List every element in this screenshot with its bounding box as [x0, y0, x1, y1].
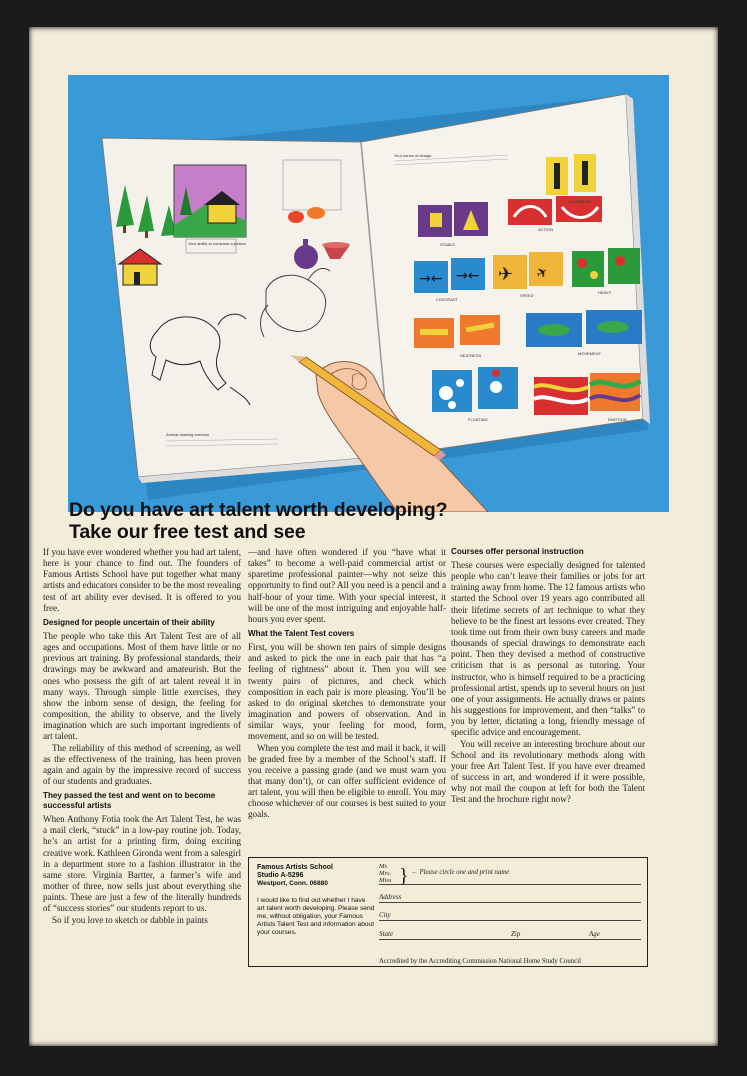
svg-text:✈: ✈: [498, 264, 514, 285]
paragraph: —and have often wondered if you “have what it takes” to become a well-paid commercial artist or sparetime professional painter—why not seize this opportunity to find out? All you need is a pencil and a half-hour of your time. With your special interest, it will be one of the most intriguing and enjoyable half-hours you ever spent.: [248, 547, 446, 624]
svg-text:→←: →←: [419, 271, 443, 287]
subheading-success: They passed the test and went on to become successful artists: [43, 791, 216, 811]
brace-glyph: }: [399, 865, 409, 887]
accreditation-note: Accredited by the Accrediting Commission National Home Study Council: [379, 958, 581, 965]
name-hint: ← Please circle one and print name: [411, 869, 510, 876]
headline: [69, 499, 689, 543]
svg-text:✈: ✈: [533, 263, 552, 284]
pair-label: CONTRAST: [436, 297, 458, 302]
coupon-address-block: [257, 864, 375, 938]
paragraph: You will receive an interesting brochure about our School and its revolutionary methods along with your free Art Talent Test. If you have ever dreamed of success in art, and wondered if it were possible, why not mail the coupon at left for both the Talent Test and the brochure right now?: [451, 738, 645, 805]
headline-line-2: Take our free test and see: [69, 521, 306, 543]
title-mr[interactable]: Mr.: [379, 863, 388, 870]
state-zip-age-row[interactable]: [379, 921, 641, 940]
age-label: Age: [589, 930, 600, 938]
city-label: City: [379, 911, 391, 919]
coupon-form: [379, 862, 641, 965]
paragraph: When Anthony Fotia took the Art Talent Test, he was a mail clerk, “stuck” in a low-pay routine job. Today, he’s an artist for a printing firm, doing exciting creative work. Kathleen Gironda went from a salesgirl in a department store to a fashion illustrator in the same store. Virginia Bartter, a farmer’s wife and mother of three, now sells just about everything she paints. These are just a few of the literally hundreds of “success stories” our students report to us.: [43, 814, 241, 914]
school-city: Westport, Conn. 06880: [257, 880, 328, 888]
subheading-courses: Courses offer personal instruction: [451, 547, 584, 556]
pair-label: ACTION: [538, 227, 554, 232]
paragraph: These courses were especially designed for talented people who can’t leave their families or jobs for art training away from home. The 12 famous artists who started the School over 19 years ago contributed all their lifetime secrets of art technique to what they believe to be the finest art lessons ever created. They took time out from their own busy careers and made thousands of special drawings to demonstrate each point. Then they devised a method of constructive criticism that is as personal as tutoring. Your instructor, who is himself required to be a practicing professional artist, spends up to several hours on just one of your assignments. He actually draws or paints his suggestions for improvement, and then “talks” to you by letter, dictating a long, friendly message of specific advice and encouragement.: [451, 560, 645, 738]
svg-text:→←: →←: [456, 268, 480, 284]
paragraph: First, you will be shown ten pairs of simple designs and asked to pick the one in each pair that has “a feeling of rightness” about it. Then you will see twenty pairs of pictures, and check which composition in each pair is more pleasing. You’ll be asked to do original sketches to demonstrate your imagination and powers of observation. And in similar ways, your feeling for mood, form, movement, and so on will be tested.: [248, 642, 446, 742]
pair-label: FLOATING: [468, 417, 488, 422]
school-name: Famous Artists School: [257, 864, 333, 871]
body-column-2: [248, 547, 446, 821]
paragraph: So if you love to sketch or dabble in paints: [52, 914, 208, 925]
paragraph: The people who take this Art Talent Test are of all ages and occupations. Most of them have little or no previous art training. By professional standards, their drawings may be awkward and amateurish. But the ones who possess the gift of art talent reveal it in many ways. Through simple little exercises, they show the inborn sense of design, the feeling for composition, the ability to observe, and the lively imagination which are such important ingredients of art talent.: [43, 630, 241, 742]
title-miss[interactable]: Miss: [379, 877, 392, 884]
zip-label: Zip: [511, 930, 521, 938]
test-booklet-illustration: [68, 75, 669, 512]
pair-label: SPEED: [520, 293, 534, 298]
mail-in-coupon: [248, 857, 648, 967]
pair-label: NEATNESS: [460, 353, 482, 358]
body-column-1: [43, 547, 241, 926]
pair-label: EMOTION: [608, 417, 627, 422]
coupon-request-text: I would like to find out whether I have art talent worth developing. Please send me, without obligation, your Famous Artists Talent Test and information about your courses.: [257, 896, 375, 937]
headline-line-1: Do you have art talent worth developing?: [69, 499, 448, 521]
paragraph: The reliability of this method of screening, as well as the effectiveness of the training, has been proven again and again by the impressive record of success of our students and graduates.: [43, 742, 241, 786]
intro-paragraph: If you have ever wondered whether you had art talent, here is your chance to find out. The founders of Famous Artists School have put together what many artists and educators consider to be the most revealing test of art ability ever devised. It is offered to you free.: [43, 547, 241, 613]
design-caption: Your sense of design: [394, 153, 432, 158]
address-label: Address: [379, 893, 402, 901]
booklet-drawing: [68, 75, 669, 512]
subheading-uncertain: Designed for people uncertain of their ability: [43, 617, 215, 627]
pair-label: STABLE: [440, 242, 456, 247]
pair-label: MOVEMENT: [578, 351, 602, 356]
subheading-test-covers: What the Talent Test covers: [248, 629, 355, 639]
state-label: State: [379, 930, 393, 938]
studio-number: Studio A-5296: [257, 872, 304, 880]
animal-caption: Animal drawing exercise: [166, 432, 210, 437]
compose-caption: Your ability to compose a picture: [188, 241, 246, 246]
address-field[interactable]: [379, 885, 641, 903]
name-field[interactable]: [379, 862, 641, 885]
title-mrs[interactable]: Mrs.: [379, 870, 392, 877]
pair-label: LIGHTNESS: [568, 199, 591, 204]
pair-label: HEAVY: [598, 290, 612, 295]
paragraph: When you complete the test and mail it back, it will be graded free by a member of the School’s staff. If you receive a passing grade (and we must warn you that many don’t), or can offer sufficient evidence of art talent, you will then be eligible to enroll. You may choose whichever of our courses is best suited to your goals.: [248, 742, 446, 820]
body-column-3: [451, 547, 645, 805]
city-field[interactable]: [379, 903, 641, 921]
